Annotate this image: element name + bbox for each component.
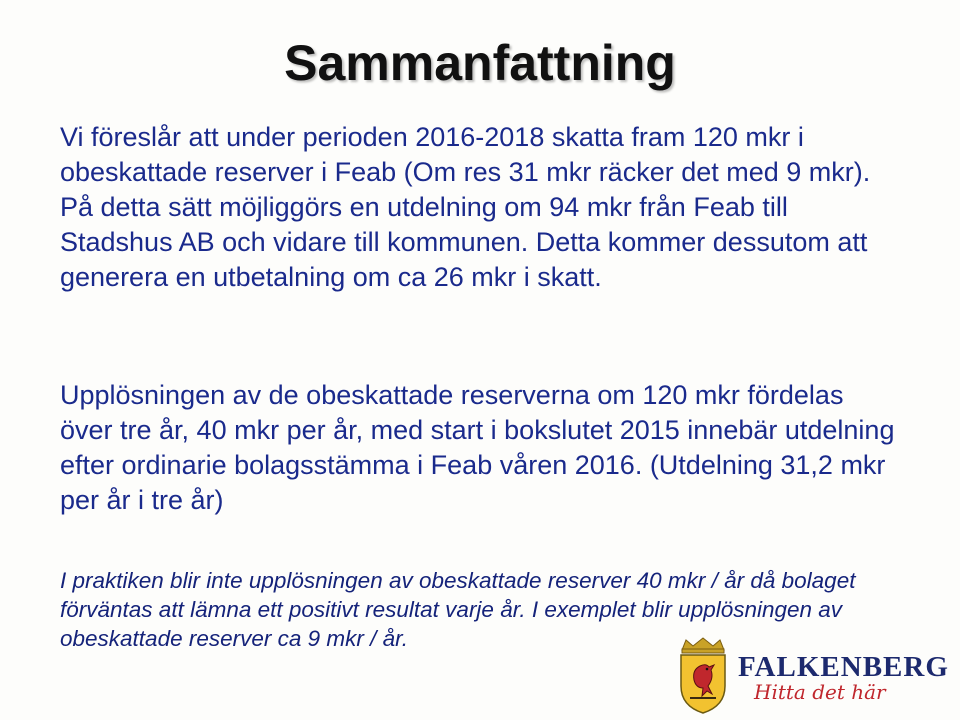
paragraph-summary: Vi föreslår att under perioden 2016-2018 skatta fram 120 mkr i obeskattade reserver i Feab (Om res 31 mkr räcker det med 9 mkr). På detta sätt möjliggörs en utdelning om 94 mkr från Feab till Stadshus AB och vidare till kommunen. Detta kommer dessutom att generera en utbetalning om ca 26 mkr i skatt. [60,122,871,292]
logo-name: FALKENBERG [738,651,949,683]
paragraph-note: I praktiken blir inte upplösningen av obeskattade reserver 40 mkr / år då bolaget förväntas att lämna ett positivt resultat varje år. I exemplet blir upplösningen av obeskattade reserver ca 9 mkr / år. [60,568,856,651]
logo-slogan: Hitta det här [754,680,886,704]
falkenberg-coat-of-arms-icon [676,636,730,714]
slide-title: Sammanfattning [284,35,676,91]
paragraph-dissolution: Upplösningen av de obeskattade reserverna om 120 mkr fördelas över tre år, 40 mkr per år, med start i bokslutet 2015 innebär utdelning efter ordinarie bolagsstämma i Feab våren 2016. (Utdelning 31,2 mkr per år i tre år) [60,380,895,515]
